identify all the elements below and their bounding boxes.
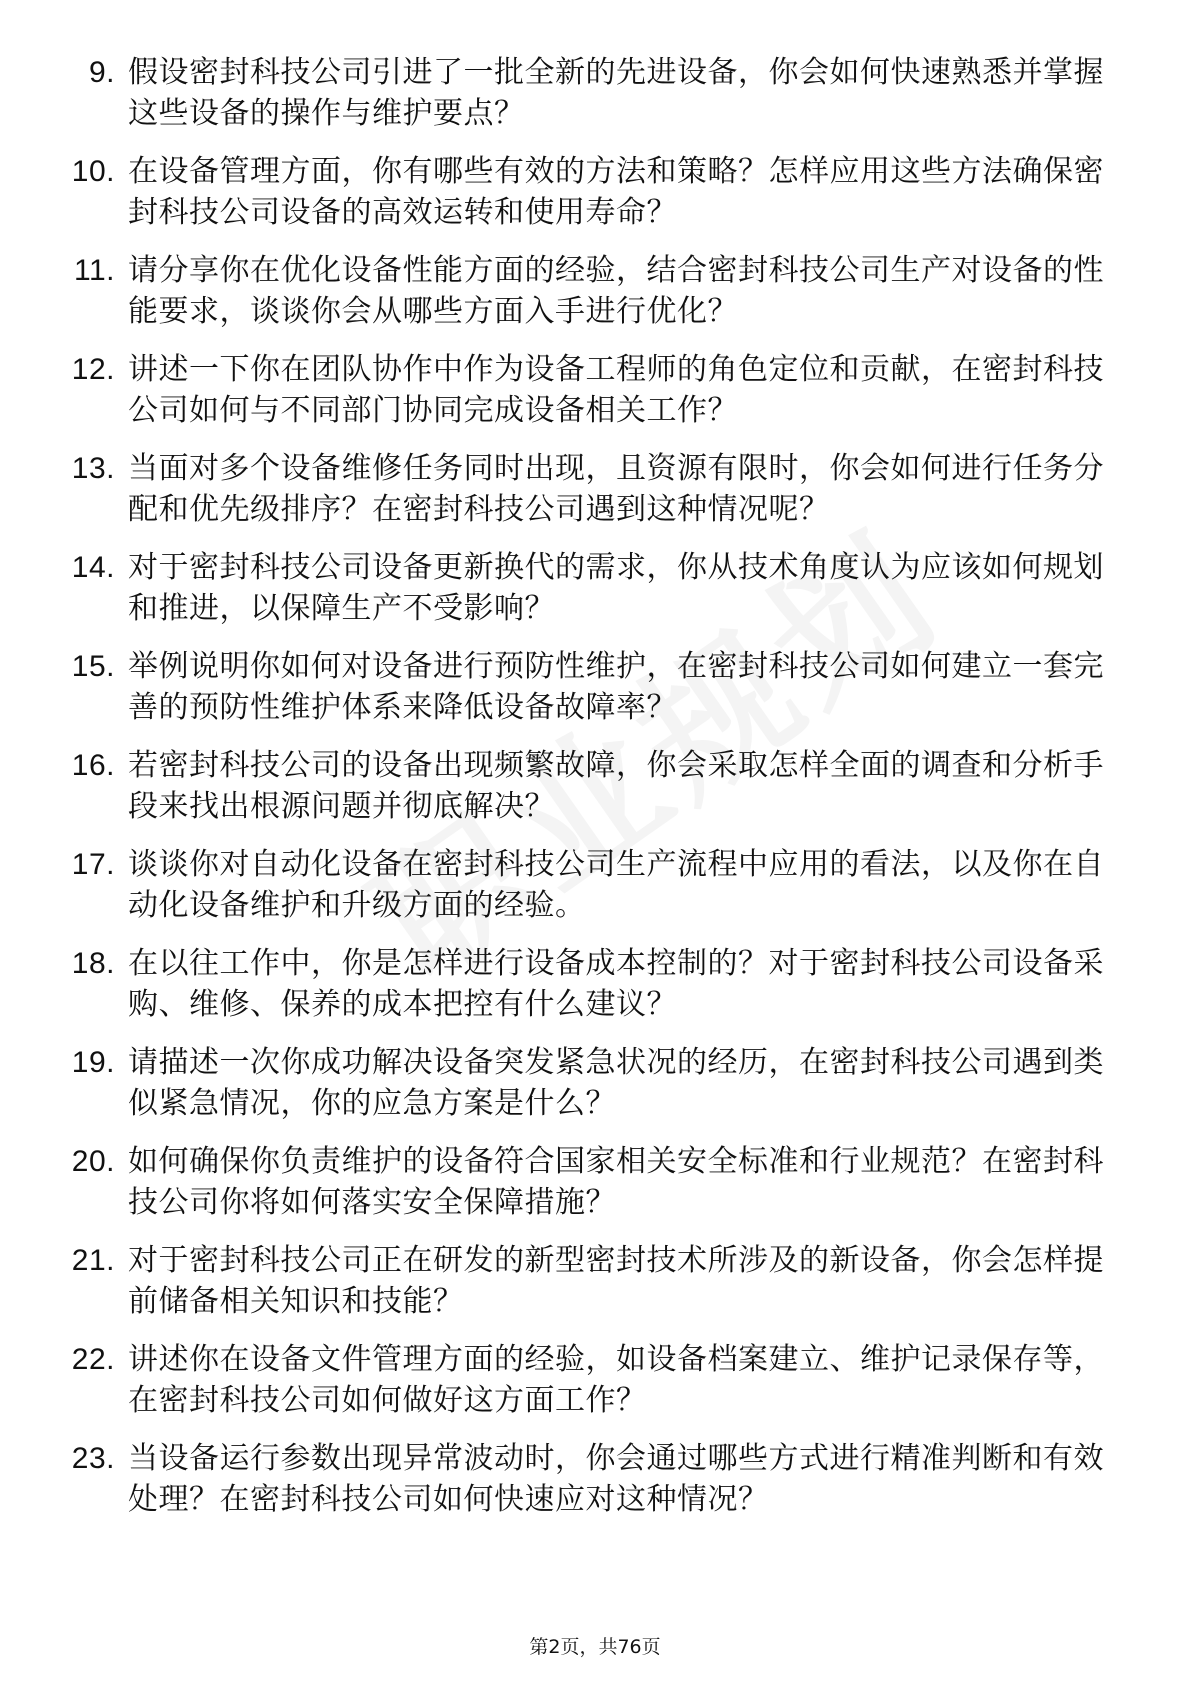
question-text: 当面对多个设备维修任务同时出现，且资源有限时，你会如何进行任务分配和优先级排序？在密封科技公司遇到这种情况呢？ <box>128 451 1104 527</box>
question-number: 10. <box>71 155 115 188</box>
question-number: 23. <box>71 1442 115 1475</box>
question-text: 假设密封科技公司引进了一批全新的先进设备，你会如何快速熟悉并掌握这些设备的操作与维护要点？ <box>128 55 1104 131</box>
question-text: 讲述你在设备文件管理方面的经验，如设备档案建立、维护记录保存等，在密封科技公司如何做好这方面工作？ <box>128 1342 1104 1418</box>
list-item <box>55 844 1115 926</box>
page-number-footer: 第2页，共76页 <box>529 1636 661 1658</box>
list-item <box>55 1240 1115 1322</box>
list-item <box>55 1339 1115 1421</box>
question-number: 13. <box>71 452 115 485</box>
question-number: 19. <box>71 1046 115 1079</box>
question-text: 举例说明你如何对设备进行预防性维护，在密封科技公司如何建立一套完善的预防性维护体系来降低设备故障率？ <box>128 649 1104 725</box>
list-item <box>55 1141 1115 1223</box>
question-number: 9. <box>88 56 115 89</box>
question-number: 16. <box>71 749 115 782</box>
question-text: 在以往工作中，你是怎样进行设备成本控制的？对于密封科技公司设备采购、维修、保养的成本把控有什么建议？ <box>128 946 1104 1022</box>
question-number: 18. <box>71 947 115 980</box>
question-text: 请描述一次你成功解决设备突发紧急状况的经历，在密封科技公司遇到类似紧急情况，你的应急方案是什么？ <box>128 1045 1104 1121</box>
list-item <box>55 448 1115 530</box>
question-number: 21. <box>71 1244 115 1277</box>
question-text: 对于密封科技公司正在研发的新型密封技术所涉及的新设备，你会怎样提前储备相关知识和技能？ <box>128 1243 1104 1319</box>
question-text: 若密封科技公司的设备出现频繁故障，你会采取怎样全面的调查和分析手段来找出根源问题并彻底解决？ <box>128 748 1104 824</box>
question-number: 14. <box>71 551 115 584</box>
question-text: 在设备管理方面，你有哪些有效的方法和策略？怎样应用这些方法确保密封科技公司设备的高效运转和使用寿命？ <box>128 154 1104 230</box>
question-number: 17. <box>71 848 115 881</box>
list-item <box>55 547 1115 629</box>
list-item <box>55 943 1115 1025</box>
question-text: 对于密封科技公司设备更新换代的需求，你从技术角度认为应该如何规划和推进，以保障生产不受影响？ <box>128 550 1104 626</box>
list-item <box>55 745 1115 827</box>
question-text: 讲述一下你在团队协作中作为设备工程师的角色定位和贡献，在密封科技公司如何与不同部门协同完成设备相关工作？ <box>128 352 1104 428</box>
question-text: 当设备运行参数出现异常波动时，你会通过哪些方式进行精准判断和有效处理？在密封科技公司如何快速应对这种情况？ <box>128 1441 1104 1517</box>
question-number: 12. <box>71 353 115 386</box>
list-item <box>55 250 1115 332</box>
question-text: 谈谈你对自动化设备在密封科技公司生产流程中应用的看法，以及你在自动化设备维护和升级方面的经验。 <box>128 847 1104 923</box>
list-item <box>55 349 1115 431</box>
question-list <box>55 52 1115 1537</box>
question-text: 请分享你在优化设备性能方面的经验，结合密封科技公司生产对设备的性能要求，谈谈你会从哪些方面入手进行优化？ <box>128 253 1104 329</box>
list-item <box>55 1042 1115 1124</box>
list-item <box>55 1438 1115 1520</box>
question-number: 11. <box>74 254 115 287</box>
question-number: 22. <box>71 1343 115 1376</box>
list-item <box>55 646 1115 728</box>
question-number: 20. <box>71 1145 115 1178</box>
list-item <box>55 151 1115 233</box>
question-number: 15. <box>71 650 115 683</box>
list-item <box>55 52 1115 134</box>
question-text: 如何确保你负责维护的设备符合国家相关安全标准和行业规范？在密封科技公司你将如何落实安全保障措施？ <box>128 1144 1104 1220</box>
